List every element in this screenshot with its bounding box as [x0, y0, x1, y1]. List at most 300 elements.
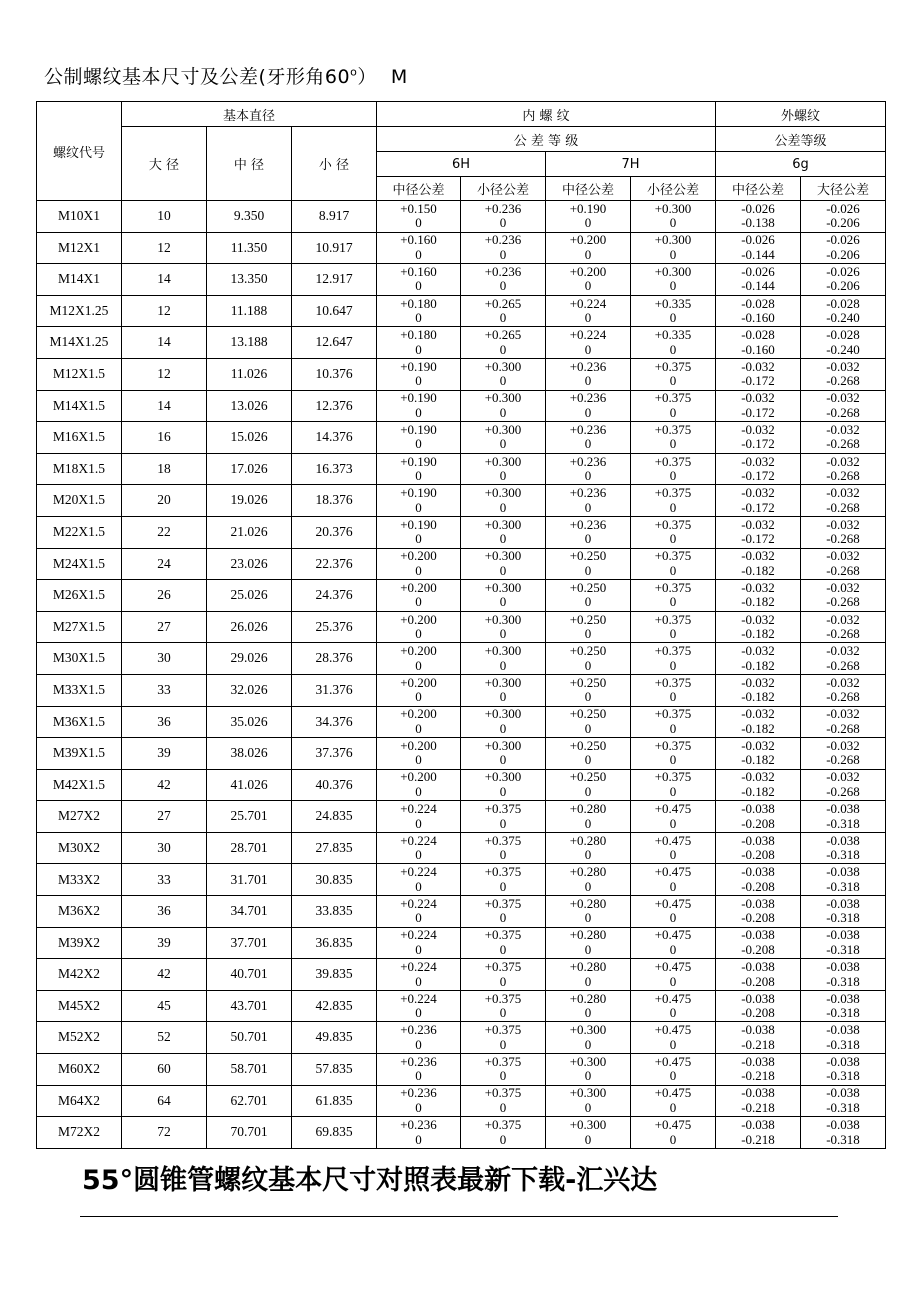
- upper-deviation: -0.038: [741, 895, 775, 911]
- 6g-major-tol-cell: [801, 896, 886, 928]
- minor-diameter-cell: 10.647: [292, 295, 377, 327]
- pitch-diameter-cell: 37.701: [207, 927, 292, 959]
- 6g-major-tol-cell: [801, 390, 886, 422]
- lower-deviation: -0.182: [741, 783, 775, 799]
- 6H-minor-tol-cell: [461, 358, 546, 390]
- upper-deviation: +0.475: [654, 1085, 692, 1101]
- upper-deviation: +0.236: [569, 390, 607, 406]
- upper-deviation: +0.300: [569, 1085, 607, 1101]
- lower-deviation: -0.268: [826, 720, 860, 736]
- lower-deviation: 0: [584, 278, 592, 294]
- 7H-pitch-tol-cell: [546, 927, 631, 959]
- 6g-pitch-tol-cell: [716, 422, 801, 454]
- table-row: [37, 896, 886, 928]
- 7H-pitch-tol-cell: [546, 580, 631, 612]
- upper-deviation: +0.236: [484, 200, 522, 216]
- 6g-major-tol-cell: [801, 485, 886, 517]
- lower-deviation: 0: [499, 1005, 507, 1021]
- major-diameter-cell: 12: [122, 232, 207, 264]
- upper-deviation: +0.200: [400, 579, 437, 595]
- upper-deviation: +0.300: [484, 706, 522, 722]
- 6H-minor-tol-cell: [461, 422, 546, 454]
- table-row: [37, 548, 886, 580]
- 6H-minor-tol-cell: [461, 485, 546, 517]
- upper-deviation: +0.375: [654, 548, 692, 564]
- lower-deviation: -0.172: [741, 499, 775, 515]
- title-suffix: M: [390, 66, 408, 88]
- upper-deviation: +0.300: [484, 516, 522, 532]
- lower-deviation: 0: [584, 1099, 592, 1115]
- lower-deviation: 0: [669, 1131, 677, 1147]
- 6H-pitch-tol-cell: [377, 896, 461, 928]
- lower-deviation: 0: [669, 1005, 677, 1021]
- lower-deviation: 0: [669, 310, 677, 326]
- major-diameter-cell: 33: [122, 864, 207, 896]
- 6H-pitch-tol-cell: [377, 959, 461, 991]
- major-diameter-cell: 30: [122, 832, 207, 864]
- lower-deviation: 0: [584, 373, 592, 389]
- 6H-minor-tol-cell: [461, 453, 546, 485]
- upper-deviation: +0.300: [484, 453, 522, 469]
- upper-deviation: -0.032: [741, 548, 775, 564]
- 6H-pitch-tol-cell: [377, 516, 461, 548]
- 7H-pitch-tol-cell: [546, 1054, 631, 1086]
- lower-deviation: 0: [584, 341, 592, 357]
- 6H-pitch-tol-cell: [377, 358, 461, 390]
- lower-deviation: -0.144: [741, 278, 775, 294]
- upper-deviation: +0.300: [654, 232, 692, 248]
- upper-deviation: +0.250: [569, 674, 607, 690]
- 6g-pitch-tol-cell: [716, 295, 801, 327]
- upper-deviation: +0.236: [400, 1053, 437, 1069]
- upper-deviation: -0.032: [741, 674, 775, 690]
- upper-deviation: -0.032: [826, 643, 860, 659]
- 6g-pitch-tol-cell: [716, 485, 801, 517]
- 6g-pitch-tol-cell: [716, 1085, 801, 1117]
- lower-deviation: 0: [415, 657, 422, 673]
- 6H-minor-tol-cell: [461, 201, 546, 233]
- upper-deviation: -0.032: [741, 706, 775, 722]
- 6g-major-tol-cell: [801, 453, 886, 485]
- lower-deviation: 0: [584, 878, 592, 894]
- lower-deviation: -0.268: [826, 689, 860, 705]
- thread-code-cell: M30X1.5: [37, 643, 122, 675]
- lower-deviation: 0: [499, 783, 507, 799]
- 7H-pitch-tol-cell: [546, 643, 631, 675]
- table-row: [37, 769, 886, 801]
- pitch-diameter-cell: 13.026: [207, 390, 292, 422]
- 6g-pitch-tol-cell: [716, 801, 801, 833]
- minor-diameter-cell: 30.835: [292, 864, 377, 896]
- upper-deviation: +0.375: [654, 706, 692, 722]
- 7H-minor-tol-cell: [631, 548, 716, 580]
- thread-code-cell: M12X1.25: [37, 295, 122, 327]
- 6g-pitch-tol-cell: [716, 738, 801, 770]
- 7H-pitch-tol-cell: [546, 990, 631, 1022]
- header-pitch-diameter: 中 径: [207, 127, 292, 201]
- major-diameter-cell: 22: [122, 516, 207, 548]
- minor-diameter-cell: 25.376: [292, 611, 377, 643]
- upper-deviation: +0.236: [569, 453, 607, 469]
- lower-deviation: 0: [415, 215, 422, 231]
- 6g-major-tol-cell: [801, 422, 886, 454]
- lower-deviation: 0: [499, 215, 507, 231]
- 6g-major-tol-cell: [801, 327, 886, 359]
- upper-deviation: -0.032: [826, 737, 860, 753]
- major-diameter-cell: 27: [122, 611, 207, 643]
- header-major-diameter: 大 径: [122, 127, 207, 201]
- lower-deviation: 0: [669, 594, 677, 610]
- 6H-minor-tol-cell: [461, 327, 546, 359]
- upper-deviation: -0.032: [741, 390, 775, 406]
- header-grade-6g: 6g: [716, 152, 886, 177]
- 6g-pitch-tol-cell: [716, 580, 801, 612]
- pitch-diameter-cell: 28.701: [207, 832, 292, 864]
- 6H-minor-tol-cell: [461, 580, 546, 612]
- 6g-pitch-tol-cell: [716, 358, 801, 390]
- lower-deviation: 0: [415, 1131, 422, 1147]
- major-diameter-cell: 45: [122, 990, 207, 1022]
- lower-deviation: -0.206: [826, 215, 860, 231]
- lower-deviation: -0.172: [741, 404, 775, 420]
- 6H-pitch-tol-cell: [377, 990, 461, 1022]
- 6g-pitch-tol-cell: [716, 232, 801, 264]
- thread-code-cell: M26X1.5: [37, 580, 122, 612]
- upper-deviation: +0.300: [484, 358, 522, 374]
- lower-deviation: 0: [584, 1068, 592, 1084]
- upper-deviation: -0.038: [826, 832, 860, 848]
- 7H-minor-tol-cell: [631, 1022, 716, 1054]
- lower-deviation: -0.208: [741, 815, 775, 831]
- lower-deviation: -0.182: [741, 689, 775, 705]
- pitch-diameter-cell: 11.188: [207, 295, 292, 327]
- thread-code-cell: M12X1: [37, 232, 122, 264]
- 7H-pitch-tol-cell: [546, 1117, 631, 1149]
- minor-diameter-cell: 12.376: [292, 390, 377, 422]
- thread-code-cell: M20X1.5: [37, 485, 122, 517]
- lower-deviation: 0: [584, 1036, 592, 1052]
- lower-deviation: 0: [669, 562, 677, 578]
- upper-deviation: +0.300: [654, 263, 692, 279]
- 7H-pitch-tol-cell: [546, 327, 631, 359]
- upper-deviation: +0.375: [484, 1053, 522, 1069]
- thread-code-cell: M60X2: [37, 1054, 122, 1086]
- upper-deviation: +0.335: [654, 327, 692, 343]
- thread-code-cell: M14X1.5: [37, 390, 122, 422]
- upper-deviation: +0.200: [569, 263, 607, 279]
- lower-deviation: 0: [584, 720, 592, 736]
- thread-code-cell: M39X1.5: [37, 738, 122, 770]
- upper-deviation: -0.026: [741, 263, 775, 279]
- table-row: [37, 1085, 886, 1117]
- upper-deviation: +0.375: [484, 959, 522, 975]
- upper-deviation: -0.032: [826, 674, 860, 690]
- lower-deviation: 0: [415, 594, 422, 610]
- upper-deviation: +0.300: [484, 769, 522, 785]
- lower-deviation: 0: [415, 531, 422, 547]
- upper-deviation: -0.026: [826, 232, 860, 248]
- upper-deviation: +0.300: [569, 1053, 607, 1069]
- 6H-pitch-tol-cell: [377, 927, 461, 959]
- minor-diameter-cell: 16.373: [292, 453, 377, 485]
- 6g-major-tol-cell: [801, 1054, 886, 1086]
- major-diameter-cell: 33: [122, 674, 207, 706]
- lower-deviation: 0: [584, 310, 592, 326]
- lower-deviation: 0: [499, 562, 507, 578]
- lower-deviation: -0.318: [826, 1068, 860, 1084]
- upper-deviation: -0.038: [826, 1085, 860, 1101]
- 6H-minor-tol-cell: [461, 1085, 546, 1117]
- pitch-diameter-cell: 70.701: [207, 1117, 292, 1149]
- upper-deviation: -0.038: [741, 1117, 775, 1133]
- 6g-pitch-tol-cell: [716, 1022, 801, 1054]
- pitch-diameter-cell: 31.701: [207, 864, 292, 896]
- minor-diameter-cell: 40.376: [292, 769, 377, 801]
- upper-deviation: +0.300: [569, 1022, 607, 1038]
- upper-deviation: -0.032: [741, 453, 775, 469]
- upper-deviation: +0.190: [569, 200, 607, 216]
- 6g-major-tol-cell: [801, 201, 886, 233]
- upper-deviation: -0.032: [826, 453, 860, 469]
- pitch-diameter-cell: 19.026: [207, 485, 292, 517]
- lower-deviation: -0.318: [826, 1099, 860, 1115]
- upper-deviation: +0.200: [400, 674, 437, 690]
- lower-deviation: -0.182: [741, 594, 775, 610]
- pitch-diameter-cell: 32.026: [207, 674, 292, 706]
- lower-deviation: 0: [415, 562, 422, 578]
- 6H-pitch-tol-cell: [377, 864, 461, 896]
- lower-deviation: -0.208: [741, 878, 775, 894]
- upper-deviation: -0.032: [741, 421, 775, 437]
- 6g-pitch-tol-cell: [716, 769, 801, 801]
- 7H-pitch-tol-cell: [546, 232, 631, 264]
- 6g-pitch-tol-cell: [716, 864, 801, 896]
- minor-diameter-cell: 27.835: [292, 832, 377, 864]
- upper-deviation: +0.300: [484, 390, 522, 406]
- pitch-diameter-cell: 62.701: [207, 1085, 292, 1117]
- upper-deviation: -0.032: [826, 421, 860, 437]
- upper-deviation: +0.375: [484, 832, 522, 848]
- 7H-minor-tol-cell: [631, 485, 716, 517]
- upper-deviation: -0.038: [741, 959, 775, 975]
- 6g-pitch-tol-cell: [716, 674, 801, 706]
- 6g-major-tol-cell: [801, 611, 886, 643]
- upper-deviation: +0.224: [400, 832, 437, 848]
- pitch-diameter-cell: 15.026: [207, 422, 292, 454]
- lower-deviation: 0: [415, 783, 422, 799]
- 6H-minor-tol-cell: [461, 1022, 546, 1054]
- upper-deviation: +0.236: [400, 1085, 437, 1101]
- lower-deviation: 0: [669, 215, 677, 231]
- 7H-pitch-tol-cell: [546, 896, 631, 928]
- pitch-diameter-cell: 35.026: [207, 706, 292, 738]
- lower-deviation: -0.318: [826, 941, 860, 957]
- 6g-pitch-tol-cell: [716, 706, 801, 738]
- pitch-diameter-cell: 21.026: [207, 516, 292, 548]
- lower-deviation: 0: [584, 1131, 592, 1147]
- upper-deviation: +0.280: [569, 927, 607, 943]
- lower-deviation: 0: [499, 941, 507, 957]
- lower-deviation: 0: [669, 468, 677, 484]
- table-row: [37, 1022, 886, 1054]
- 6g-major-tol-cell: [801, 959, 886, 991]
- table-row: [37, 643, 886, 675]
- major-diameter-cell: 26: [122, 580, 207, 612]
- 7H-minor-tol-cell: [631, 674, 716, 706]
- lower-deviation: 0: [584, 436, 592, 452]
- lower-deviation: 0: [669, 720, 677, 736]
- header-thread-code: 螺纹代号: [37, 102, 122, 201]
- lower-deviation: -0.218: [741, 1099, 775, 1115]
- upper-deviation: +0.375: [654, 358, 692, 374]
- thread-code-cell: M18X1.5: [37, 453, 122, 485]
- upper-deviation: -0.032: [741, 516, 775, 532]
- lower-deviation: -0.268: [826, 468, 860, 484]
- 7H-minor-tol-cell: [631, 959, 716, 991]
- pitch-diameter-cell: 40.701: [207, 959, 292, 991]
- 6g-pitch-tol-cell: [716, 453, 801, 485]
- 7H-pitch-tol-cell: [546, 1022, 631, 1054]
- upper-deviation: +0.224: [569, 327, 607, 343]
- lower-deviation: 0: [499, 246, 507, 262]
- lower-deviation: 0: [584, 783, 592, 799]
- 6H-pitch-tol-cell: [377, 674, 461, 706]
- lower-deviation: 0: [669, 657, 677, 673]
- table-row: [37, 516, 886, 548]
- major-diameter-cell: 12: [122, 358, 207, 390]
- 7H-minor-tol-cell: [631, 264, 716, 296]
- lower-deviation: -0.182: [741, 562, 775, 578]
- lower-deviation: 0: [584, 657, 592, 673]
- upper-deviation: +0.200: [569, 232, 607, 248]
- upper-deviation: +0.375: [654, 453, 692, 469]
- major-diameter-cell: 18: [122, 453, 207, 485]
- upper-deviation: +0.300: [484, 579, 522, 595]
- upper-deviation: +0.475: [654, 990, 692, 1006]
- upper-deviation: -0.038: [826, 1117, 860, 1133]
- lower-deviation: -0.268: [826, 499, 860, 515]
- 7H-minor-tol-cell: [631, 1054, 716, 1086]
- upper-deviation: -0.028: [826, 327, 860, 343]
- 6g-major-tol-cell: [801, 264, 886, 296]
- lower-deviation: 0: [669, 436, 677, 452]
- lower-deviation: 0: [499, 752, 507, 768]
- 7H-minor-tol-cell: [631, 422, 716, 454]
- upper-deviation: +0.250: [569, 737, 607, 753]
- upper-deviation: +0.200: [400, 706, 437, 722]
- lower-deviation: 0: [499, 468, 507, 484]
- upper-deviation: -0.038: [826, 927, 860, 943]
- header-6g-major-tol: 大径公差: [801, 177, 886, 201]
- thread-code-cell: M22X1.5: [37, 516, 122, 548]
- lower-deviation: -0.182: [741, 626, 775, 642]
- major-diameter-cell: 36: [122, 706, 207, 738]
- lower-deviation: 0: [669, 1036, 677, 1052]
- table-row: [37, 390, 886, 422]
- header-6H-minor-tol: 小径公差: [461, 177, 546, 201]
- table-row: [37, 611, 886, 643]
- table-row: [37, 327, 886, 359]
- 6g-pitch-tol-cell: [716, 1054, 801, 1086]
- lower-deviation: -0.318: [826, 878, 860, 894]
- upper-deviation: +0.375: [484, 990, 522, 1006]
- 7H-minor-tol-cell: [631, 1085, 716, 1117]
- 6H-pitch-tol-cell: [377, 769, 461, 801]
- 6H-minor-tol-cell: [461, 643, 546, 675]
- lower-deviation: -0.160: [741, 341, 775, 357]
- 6H-minor-tol-cell: [461, 674, 546, 706]
- 7H-minor-tol-cell: [631, 390, 716, 422]
- 6H-pitch-tol-cell: [377, 801, 461, 833]
- upper-deviation: +0.200: [400, 737, 437, 753]
- pitch-diameter-cell: 58.701: [207, 1054, 292, 1086]
- upper-deviation: +0.180: [400, 327, 437, 343]
- 7H-pitch-tol-cell: [546, 674, 631, 706]
- table-row: [37, 738, 886, 770]
- thread-code-cell: M36X1.5: [37, 706, 122, 738]
- 6H-minor-tol-cell: [461, 706, 546, 738]
- table-row: [37, 864, 886, 896]
- table-row: [37, 1117, 886, 1149]
- 6H-minor-tol-cell: [461, 1117, 546, 1149]
- upper-deviation: -0.028: [826, 295, 860, 311]
- upper-deviation: +0.375: [484, 927, 522, 943]
- lower-deviation: 0: [499, 499, 507, 515]
- footer-link-text: 55°圆锥管螺纹基本尺寸对照表最新下载-汇兴达: [82, 1165, 658, 1196]
- upper-deviation: +0.280: [569, 864, 607, 880]
- 6H-minor-tol-cell: [461, 611, 546, 643]
- lower-deviation: -0.172: [741, 436, 775, 452]
- lower-deviation: 0: [584, 594, 592, 610]
- lower-deviation: -0.218: [741, 1131, 775, 1147]
- minor-diameter-cell: 14.376: [292, 422, 377, 454]
- lower-deviation: 0: [584, 626, 592, 642]
- upper-deviation: -0.028: [741, 295, 775, 311]
- lower-deviation: 0: [584, 815, 592, 831]
- lower-deviation: 0: [415, 878, 422, 894]
- upper-deviation: +0.265: [484, 295, 522, 311]
- lower-deviation: -0.240: [826, 310, 860, 326]
- 7H-pitch-tol-cell: [546, 706, 631, 738]
- upper-deviation: +0.300: [654, 200, 692, 216]
- lower-deviation: 0: [415, 1099, 422, 1115]
- upper-deviation: -0.032: [826, 548, 860, 564]
- upper-deviation: +0.200: [400, 548, 437, 564]
- 6g-pitch-tol-cell: [716, 896, 801, 928]
- lower-deviation: -0.268: [826, 657, 860, 673]
- title-degree-mark: o: [350, 65, 358, 79]
- upper-deviation: -0.032: [741, 485, 775, 501]
- 7H-minor-tol-cell: [631, 927, 716, 959]
- major-diameter-cell: 24: [122, 548, 207, 580]
- lower-deviation: -0.318: [826, 973, 860, 989]
- 7H-pitch-tol-cell: [546, 422, 631, 454]
- lower-deviation: 0: [499, 973, 507, 989]
- 6g-pitch-tol-cell: [716, 927, 801, 959]
- minor-diameter-cell: 10.917: [292, 232, 377, 264]
- 6g-pitch-tol-cell: [716, 390, 801, 422]
- lower-deviation: -0.318: [826, 910, 860, 926]
- lower-deviation: -0.206: [826, 246, 860, 262]
- pitch-diameter-cell: 11.026: [207, 358, 292, 390]
- lower-deviation: -0.182: [741, 752, 775, 768]
- header-7H-minor-tol: 小径公差: [631, 177, 716, 201]
- 7H-pitch-tol-cell: [546, 485, 631, 517]
- lower-deviation: 0: [499, 689, 507, 705]
- title-text: 公制螺纹基本尺寸及公差(牙形角60: [44, 66, 351, 88]
- upper-deviation: -0.032: [826, 390, 860, 406]
- minor-diameter-cell: 36.835: [292, 927, 377, 959]
